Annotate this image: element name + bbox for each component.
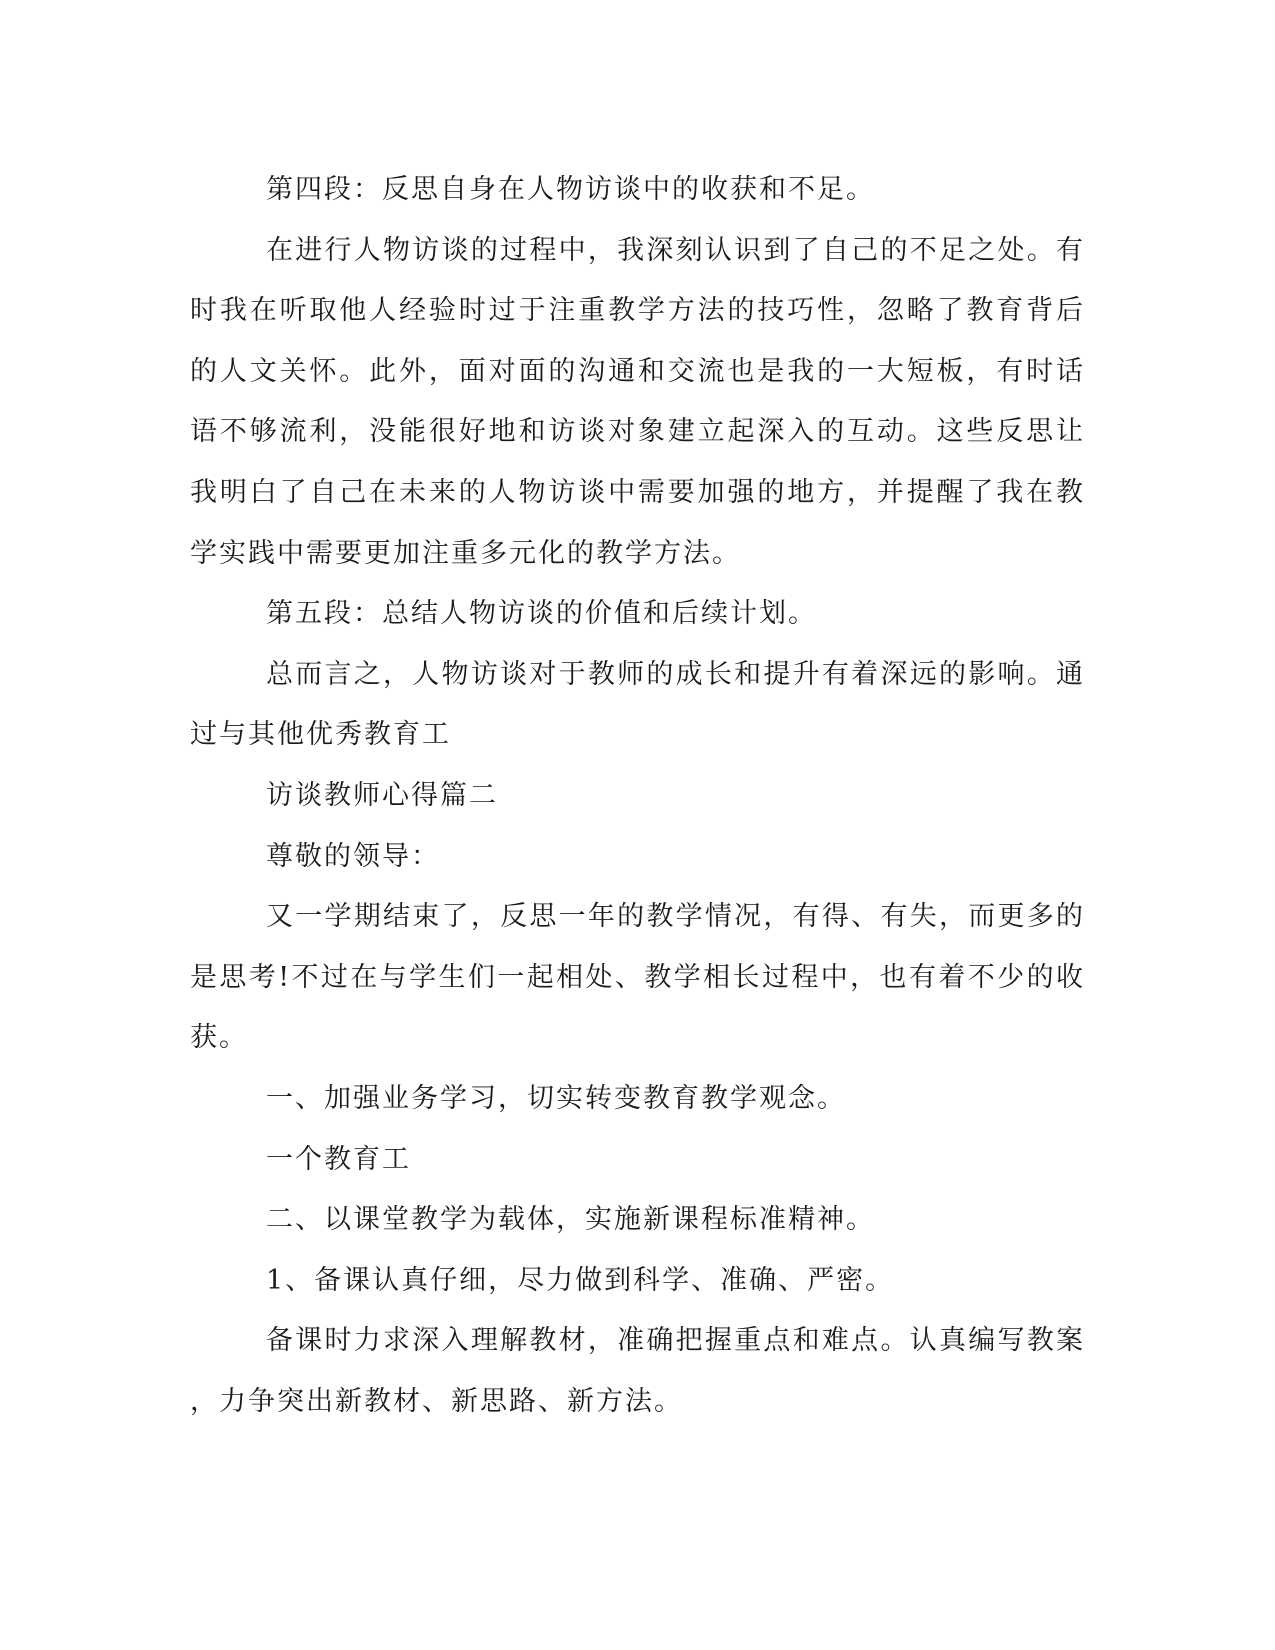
document-body [190, 160, 1085, 1432]
paragraph-line: 时我在听取他人经验时过于注重教学方法的技巧性，忽略了教育背后 [190, 295, 1085, 327]
section-heading-5: 第五段：总结人物访谈的价值和后续计划。 [266, 598, 817, 630]
subsection-heading-1: 1、备课认真仔细，尽力做到科学、准确、严密。 [266, 1264, 895, 1296]
section-heading-2: 二、以课堂教学为载体，实施新课程标准精神。 [266, 1204, 875, 1236]
paragraph-line: 是思考!不过在与学生们一起相处、教学相长过程中，也有着不少的收 [190, 961, 1085, 993]
paragraph-line: 的人文关怀。此外，面对面的沟通和交流也是我的一大短板，有时话 [190, 355, 1085, 387]
section-heading-1: 一、加强业务学习，切实转变教育教学观念。 [266, 1082, 846, 1114]
paragraph-line: 学实践中需要更加注重多元化的教学方法。 [190, 537, 741, 569]
paragraph-line: 在进行人物访谈的过程中，我深刻认识到了自己的不足之处。有 [266, 234, 1085, 266]
section-heading-4: 第四段：反思自身在人物访谈中的收获和不足。 [266, 174, 875, 205]
paragraph-line: 获。 [190, 1022, 248, 1054]
paragraph-line: 语不够流利，没能很好地和访谈对象建立起深入的互动。这些反思让 [190, 416, 1085, 448]
paragraph-line: 我明白了自己在未来的人物访谈中需要加强的地方，并提醒了我在教 [190, 476, 1085, 508]
paragraph-line: 一个教育工 [266, 1143, 411, 1175]
salutation: 尊敬的领导： [266, 840, 440, 872]
paragraph-line: ，力争突出新教材、新思路、新方法。 [190, 1385, 683, 1417]
article-title: 访谈教师心得篇二 [266, 779, 498, 811]
paragraph-line: 备课时力求深入理解教材，准确把握重点和难点。认真编写教案 [266, 1325, 1085, 1357]
paragraph-line: 过与其他优秀教育工 [190, 719, 451, 751]
paragraph-line: 又一学期结束了，反思一年的教学情况，有得、有失，而更多的 [266, 901, 1085, 933]
paragraph-line: 总而言之，人物访谈对于教师的成长和提升有着深远的影响。通 [266, 658, 1085, 690]
